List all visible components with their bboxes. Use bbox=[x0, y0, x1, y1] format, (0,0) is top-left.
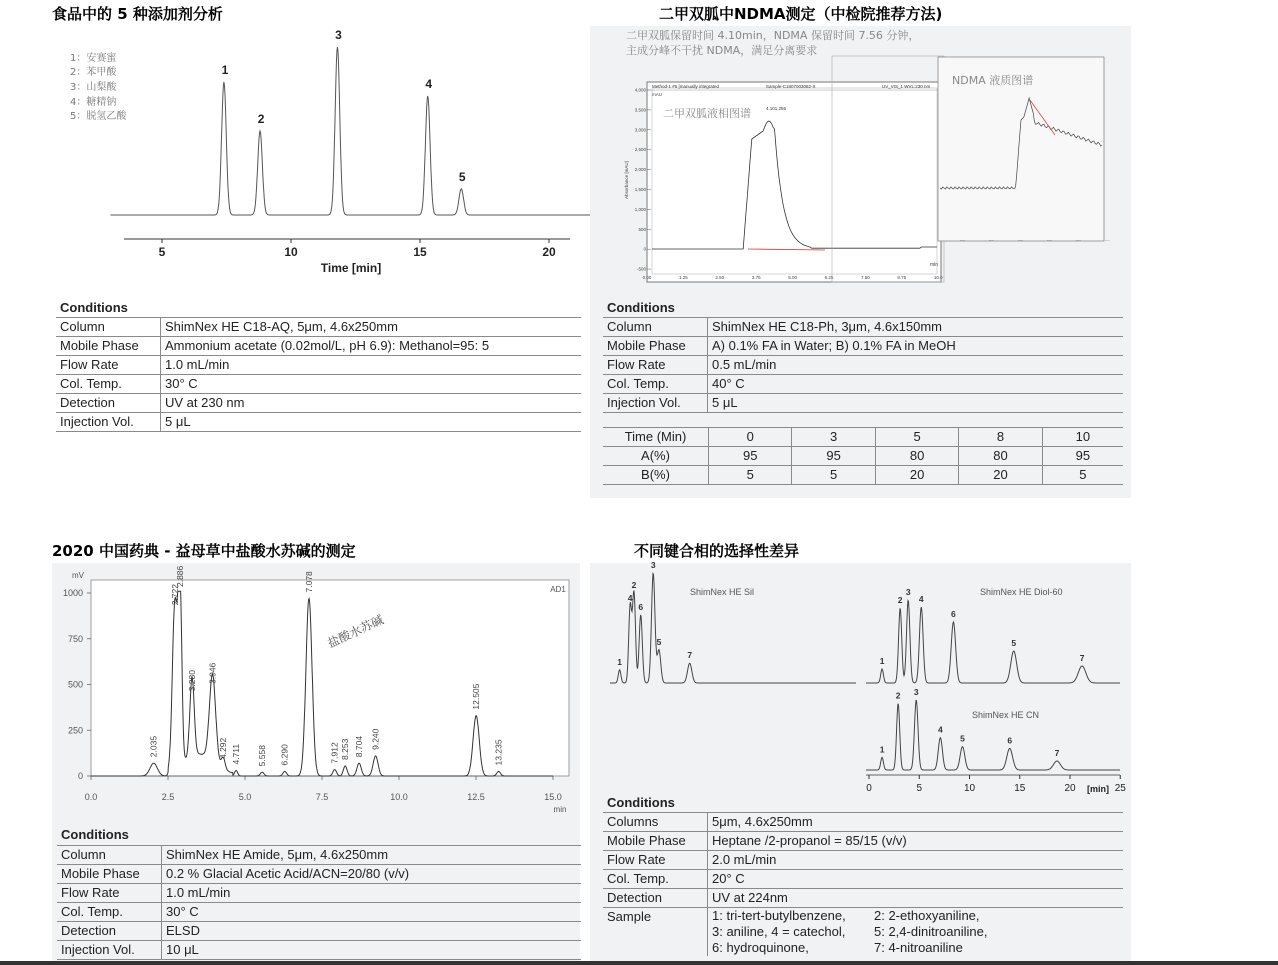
gradient-label: B(%) bbox=[603, 466, 709, 485]
peak-label: 6 bbox=[951, 609, 956, 619]
p3-cond-key: Column bbox=[57, 846, 162, 865]
y-unit: mAU bbox=[652, 92, 662, 97]
x-tick-label: 7.50 bbox=[861, 275, 870, 280]
peak-rt-label: 9.240 bbox=[370, 728, 381, 750]
peak-label: 5 bbox=[960, 733, 965, 744]
y-tick-label: 2,500 bbox=[634, 147, 646, 153]
p2-cond-value: ShimNex HE C18-Ph, 3μm, 4.6x150mm bbox=[708, 318, 1124, 337]
p3-cond-value: 0.2 % Glacial Acetic Acid/ACN=20/80 (v/v) bbox=[162, 865, 582, 884]
p2-cond-key: Injection Vol. bbox=[603, 394, 708, 413]
p4-cond-row bbox=[603, 851, 1123, 870]
gradient-cell: 95 bbox=[1042, 447, 1123, 466]
p3-cond-value: 30° C bbox=[162, 903, 582, 922]
x-tick-label: 15 bbox=[413, 245, 427, 259]
p1-cond-value: 30° C bbox=[161, 375, 582, 394]
p4-cond-key: Sample bbox=[603, 908, 708, 957]
inset-x-tick: ---- bbox=[960, 238, 965, 242]
series-label: ShimNex HE Sil bbox=[690, 587, 755, 597]
y-tick-label: 1,500 bbox=[634, 187, 646, 192]
p2-cond-value: 40° C bbox=[708, 375, 1124, 394]
p2-cond-value: A) 0.1% FA in Water; B) 0.1% FA in MeOH bbox=[708, 337, 1124, 356]
p3-cond-key: Flow Rate bbox=[57, 884, 162, 903]
y-tick-label: 4,000 bbox=[634, 87, 646, 93]
peak-label: 2 bbox=[897, 595, 903, 605]
p4-cond-value: UV at 224nm bbox=[708, 889, 1124, 908]
x-tick-label: 10.0 bbox=[933, 275, 943, 280]
x-tick-label: 5 bbox=[916, 783, 923, 794]
p3-cond-key: Mobile Phase bbox=[57, 865, 162, 884]
p4-cond-row bbox=[603, 870, 1123, 889]
p4-cond-value: 20° C bbox=[708, 870, 1124, 889]
peak-label: 7 bbox=[1054, 748, 1060, 758]
inset-x-tick: ---- bbox=[989, 238, 994, 242]
p3-cond-value: 10 μL bbox=[162, 941, 582, 960]
x-tick-label: 6.25 bbox=[824, 275, 834, 280]
p2-main-label: 二甲双胍液相图谱 bbox=[663, 107, 751, 120]
sample-entry: 1: tri-tert-butylbenzene, bbox=[712, 908, 846, 923]
peak-label: 5 bbox=[656, 637, 662, 647]
y-tick-label: 2,000 bbox=[634, 167, 646, 173]
x-tick-label: 10.0 bbox=[390, 792, 408, 802]
x-tick-label: 10 bbox=[963, 783, 976, 794]
p1-cond-key: Mobile Phase bbox=[56, 337, 161, 356]
gradient-cell: 3 bbox=[792, 428, 875, 447]
y-tick-label: -500 bbox=[636, 266, 646, 272]
panel1-title: 食品中的 5 种添加剂分析 bbox=[52, 5, 223, 23]
compound-annotation: 盐酸水苏碱 bbox=[325, 612, 386, 651]
y-tick-label: 1,000 bbox=[634, 206, 646, 212]
y-axis-label: Absorbance [mAU] bbox=[624, 161, 629, 199]
inset-x-tick: ---- bbox=[1018, 238, 1023, 242]
method-text: Method-1 #5 [manually integrated bbox=[652, 84, 720, 89]
gradient-cell: 5 bbox=[709, 466, 792, 485]
gradient-cell: 20 bbox=[875, 466, 958, 485]
peak-rt-label: 7.078 bbox=[304, 571, 315, 593]
x-tick-label: 15 bbox=[1014, 783, 1026, 794]
p3-conditions-title: Conditions bbox=[61, 827, 129, 842]
y-tick-label: 250 bbox=[67, 725, 83, 736]
p1-cond-key: Injection Vol. bbox=[56, 413, 161, 432]
gradient-cell: 5 bbox=[1042, 466, 1123, 485]
y-tick-label: 1000 bbox=[62, 588, 83, 598]
peak-label: 2 bbox=[895, 690, 901, 701]
peak-label: 2 bbox=[631, 579, 637, 590]
x-tick-label: 0.00 bbox=[642, 275, 652, 280]
peak-label: 6 bbox=[638, 601, 644, 612]
p4-cond-value: Heptane /2-propanol = 85/15 (v/v) bbox=[708, 832, 1124, 851]
p3-cond-key: Col. Temp. bbox=[57, 903, 162, 922]
x-tick-label: 20 bbox=[542, 245, 556, 259]
peak-label: 6 bbox=[1007, 735, 1013, 746]
gradient-cell: 8 bbox=[959, 428, 1042, 447]
x-tick-label: 1.25 bbox=[679, 275, 688, 280]
y-tick-label: 500 bbox=[67, 679, 83, 690]
p2-cond-key: Mobile Phase bbox=[603, 337, 708, 356]
panel3-title: 2020 中国药典 - 益母草中盐酸水苏碱的测定 bbox=[52, 542, 356, 560]
p2-cond-key: Flow Rate bbox=[603, 356, 708, 375]
gradient-cell: 0 bbox=[709, 428, 792, 447]
p3-cond-key: Injection Vol. bbox=[57, 941, 162, 960]
x-unit: min bbox=[930, 262, 939, 268]
peak-rt-label: 5.558 bbox=[257, 745, 268, 767]
peak-label: 5 bbox=[1011, 638, 1017, 648]
inset-x-tick: ---- bbox=[1047, 238, 1052, 242]
p1-cond-key: Column bbox=[56, 318, 161, 337]
x-unit: min bbox=[553, 805, 567, 814]
p4-cond-key: Mobile Phase bbox=[603, 832, 708, 851]
p1-legend-4: 4：糖精钠 bbox=[70, 97, 117, 108]
x-tick-label: 5 bbox=[158, 245, 166, 259]
series-label: ShimNex HE Diol-60 bbox=[980, 587, 1063, 597]
gradient-cell: 20 bbox=[959, 466, 1042, 485]
peak-label: 1 bbox=[617, 656, 622, 667]
p1-cond-value: 5 μL bbox=[161, 413, 582, 432]
x-tick-label: 5.0 bbox=[238, 792, 252, 802]
x-tick-label: 8.75 bbox=[897, 275, 907, 280]
p2-note-1: 二甲双胍保留时间 4.10min，NDMA 保留时间 7.56 分钟， bbox=[626, 29, 920, 42]
x-tick-label: 0 bbox=[866, 783, 872, 794]
peak-annotation: 4.101,255 bbox=[766, 106, 787, 111]
panel4-title: 不同键合相的选择性差异 bbox=[634, 542, 800, 560]
x-tick-label: 25 bbox=[1114, 783, 1126, 794]
peak-label: 5 bbox=[458, 169, 466, 184]
peak-rt-label: 12.505 bbox=[471, 683, 482, 710]
p1-cond-value: 1.0 mL/min bbox=[161, 356, 582, 375]
gradient-cell: 10 bbox=[1042, 428, 1123, 447]
gradient-cell: 80 bbox=[875, 447, 958, 466]
gradient-label: A(%) bbox=[603, 447, 709, 466]
x-tick-label: 3.75 bbox=[751, 275, 761, 280]
p1-conditions-title: Conditions bbox=[60, 300, 128, 315]
p3-cond-value: ShimNex HE Amide, 5μm, 4.6x250mm bbox=[162, 846, 582, 865]
panel2-title: 二甲双胍中NDMA测定（中检院推荐方法) bbox=[659, 5, 943, 23]
p4-sample-value bbox=[708, 908, 1124, 957]
sample-entry: 7: 4-nitroaniline bbox=[874, 940, 963, 955]
p2-cond-key: Column bbox=[603, 318, 708, 337]
peak-label: 3 bbox=[905, 587, 911, 597]
y-tick-label: 0 bbox=[77, 771, 83, 781]
sample-entry: 2: 2-ethoxyaniline, bbox=[874, 908, 980, 923]
p2-note-2: 主成分峰不干扰 NDMA，满足分离要求 bbox=[626, 44, 818, 57]
p4-cond-row bbox=[603, 889, 1123, 908]
gradient-cell: 5 bbox=[875, 428, 958, 447]
selectivity-trace bbox=[866, 601, 1120, 683]
p3-cond-key: Detection bbox=[57, 922, 162, 941]
x-tick-label: 15.0 bbox=[544, 792, 562, 802]
y-unit: mV bbox=[72, 571, 84, 580]
series-label: ShimNex HE CN bbox=[972, 710, 1040, 720]
peak-rt-label: 6.290 bbox=[279, 744, 290, 766]
peak-label: 2 bbox=[257, 112, 265, 126]
peak-rt-label: 4.711 bbox=[231, 743, 242, 765]
peak-label: 4 bbox=[425, 77, 433, 91]
p2-conditions-title: Conditions bbox=[607, 300, 675, 315]
sample-entry: 5: 2,4-dinitroaniline, bbox=[874, 924, 988, 939]
peak-label: 7 bbox=[687, 650, 693, 661]
p2-cond-value: 5 μL bbox=[708, 394, 1124, 413]
peak-label: 3 bbox=[913, 686, 919, 697]
y-tick-label: 0 bbox=[643, 246, 646, 252]
y-tick-label: 3,000 bbox=[634, 127, 646, 133]
p4-cond-value: 2.0 mL/min bbox=[708, 851, 1124, 870]
x-tick-label: 7.5 bbox=[315, 792, 329, 802]
peak-label: 1 bbox=[879, 656, 885, 666]
p4-cond-key: Col. Temp. bbox=[603, 870, 708, 889]
peak-rt-label: 3.946 bbox=[207, 662, 218, 684]
y-tick-label: 750 bbox=[67, 633, 83, 644]
p1-legend-2: 2：苯甲酸 bbox=[70, 67, 117, 78]
x-tick-label: 2.50 bbox=[715, 275, 725, 280]
peak-rt-label: 2.886 bbox=[174, 565, 185, 587]
p4-cond-key: Flow Rate bbox=[603, 851, 708, 870]
peak-label: 7 bbox=[1079, 653, 1085, 663]
detector-text: UV_VIS_1 WVL:230 nm bbox=[882, 84, 931, 89]
sample-entry: 6: hydroquinone, bbox=[712, 940, 809, 955]
gradient-label: Time (Min) bbox=[603, 428, 709, 447]
gradient-cell: 95 bbox=[709, 447, 792, 466]
inset-x-tick: ---- bbox=[1076, 238, 1081, 242]
p4-conditions-table bbox=[603, 812, 1123, 956]
p4-cond-value: 5μm, 4.6x250mm bbox=[708, 813, 1124, 832]
gradient-cell: 5 bbox=[792, 466, 875, 485]
gradient-cell: 95 bbox=[792, 447, 875, 466]
p1-cond-value: Ammonium acetate (0.02mol/L, pH 6.9): Methanol=95: 5 bbox=[161, 337, 582, 356]
x-tick-label: 10 bbox=[284, 245, 298, 259]
detector-label: AD1 bbox=[550, 585, 566, 594]
page-bottom-border bbox=[0, 961, 1278, 965]
peak-rt-label: 2.722 bbox=[169, 584, 180, 606]
x-axis-label: [min] bbox=[1087, 784, 1109, 794]
y-tick-label: 3,500 bbox=[634, 107, 646, 113]
peak-rt-label: 8.253 bbox=[340, 738, 351, 760]
p1-cond-value: ShimNex HE C18-AQ, 5μm, 4.6x250mm bbox=[161, 318, 582, 337]
p1-cond-value: UV at 230 nm bbox=[161, 394, 582, 413]
p4-cond-row bbox=[603, 908, 1123, 957]
x-axis-label: Time [min] bbox=[320, 261, 382, 275]
y-tick-label: 500 bbox=[638, 226, 646, 232]
peak-rt-label: 3.280 bbox=[187, 670, 198, 692]
peak-rt-label: 7.912 bbox=[329, 742, 340, 764]
x-tick-label: 12.5 bbox=[467, 792, 485, 802]
p4-cond-row bbox=[603, 832, 1123, 851]
peak-label: 1 bbox=[221, 63, 229, 77]
peak-rt-label: 13.235 bbox=[493, 739, 504, 766]
p4-cond-row bbox=[603, 813, 1123, 832]
p2-cond-key: Col. Temp. bbox=[603, 375, 708, 394]
peak-label: 3 bbox=[335, 28, 342, 42]
inset-x-tick: ---- bbox=[1105, 238, 1110, 242]
p1-cond-key: Flow Rate bbox=[56, 356, 161, 375]
p1-cond-key: Detection bbox=[56, 394, 161, 413]
gradient-cell: 80 bbox=[959, 447, 1042, 466]
peak-rt-label: 8.704 bbox=[354, 735, 365, 758]
p1-cond-key: Col. Temp. bbox=[56, 375, 161, 394]
peak-rt-label: 2.035 bbox=[148, 735, 159, 758]
p1-legend-5: 5：脱氢乙酸 bbox=[70, 111, 127, 122]
x-tick-label: 0.0 bbox=[84, 792, 98, 802]
peak-rt-label: 4.292 bbox=[218, 737, 229, 760]
p3-cond-value: ELSD bbox=[162, 922, 582, 941]
p2-cond-value: 0.5 mL/min bbox=[708, 356, 1124, 375]
peak-label: 4 bbox=[937, 724, 943, 735]
peak-label: 3 bbox=[650, 560, 656, 570]
x-tick-label: 20 bbox=[1064, 783, 1076, 794]
peak-label: 4 bbox=[918, 594, 924, 604]
p4-conditions-title: Conditions bbox=[607, 795, 675, 810]
sample-entry: 3: aniline, 4 = catechol, bbox=[712, 924, 846, 939]
peak-label: 4 bbox=[627, 593, 633, 603]
p3-cond-value: 1.0 mL/min bbox=[162, 884, 582, 903]
x-tick-label: 5.00 bbox=[788, 275, 797, 280]
p4-cond-key: Columns bbox=[603, 813, 708, 832]
sample-text: Sample-C1807003082-X bbox=[766, 84, 816, 89]
p2-inset-label: NDMA 液质图谱 bbox=[952, 74, 1034, 87]
p4-cond-key: Detection bbox=[603, 889, 708, 908]
p1-legend-1: 1：安赛蜜 bbox=[70, 53, 117, 64]
x-tick-label: 2.5 bbox=[161, 792, 175, 802]
peak-label: 1 bbox=[879, 744, 885, 755]
p1-legend-3: 3：山梨酸 bbox=[70, 82, 117, 93]
